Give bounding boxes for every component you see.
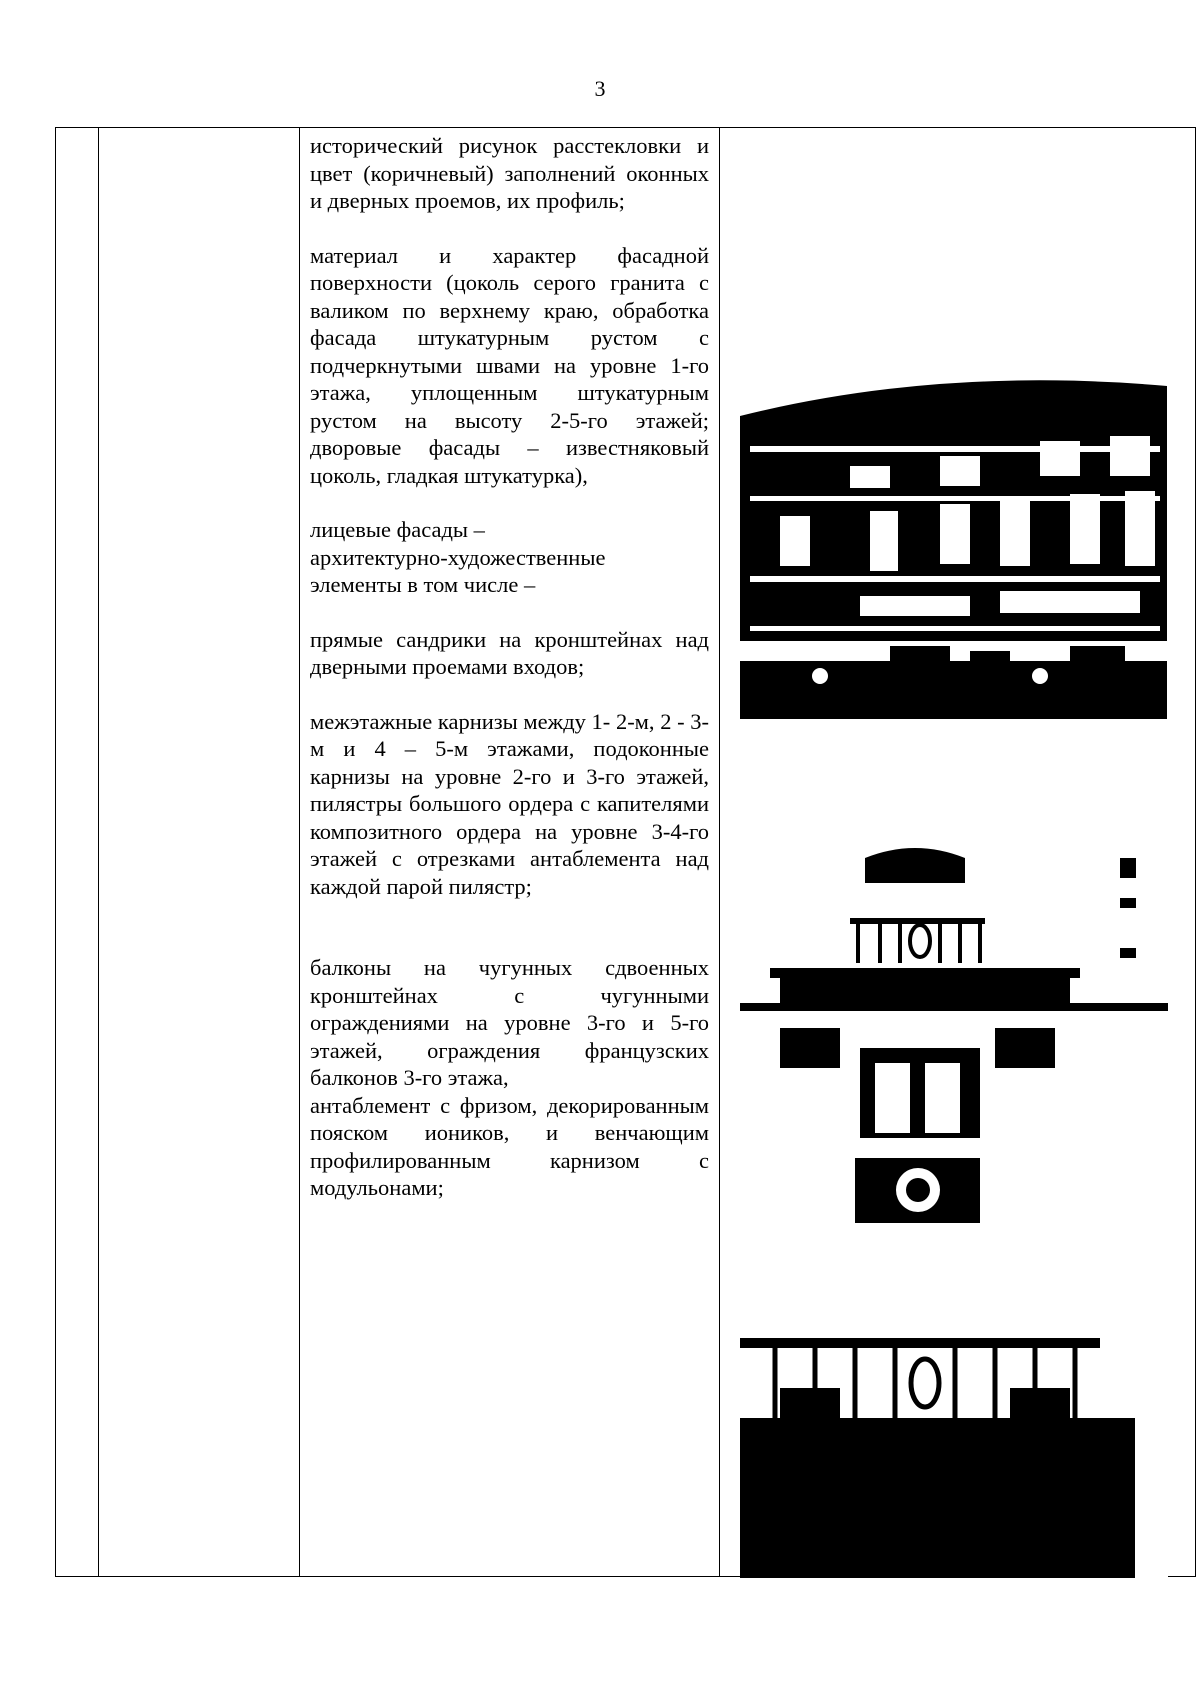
paragraph-balconies: балконы на чугунных сдвоенных кронштейнах с чугунными ограждениями на уровне 3-го и 5-го этажей, ограждения французских балконов 3-го этажа,: [310, 955, 709, 1090]
object-name-cell: [99, 128, 300, 1577]
balcony-detail-photo: [740, 828, 1168, 1578]
photo-cell: [720, 128, 1196, 1577]
subject-description-cell: [300, 128, 720, 1577]
paragraph-entablature: антаблемент с фризом, декорированным пояском иоников, и венчающим профилированным карнизом с модульонами;: [310, 1092, 709, 1200]
paragraph-architectural-elements: архитектурно-художественные: [310, 544, 606, 570]
paragraph-main-facades: лицевые фасады –: [310, 517, 485, 542]
facade-photo: [740, 376, 1167, 719]
number-cell: [56, 128, 99, 1577]
heritage-table: [55, 127, 1196, 1577]
table-row: [56, 128, 1196, 1577]
paragraph-sandriki: прямые сандрики на кронштейнах над дверными проемами входов;: [310, 626, 709, 679]
paragraph-window-fillings: исторический рисунок расстекловки и цвет (коричневый) заполнений оконных и дверных проемов, их профиль;: [310, 133, 709, 213]
paragraph-facade-surface: материал и характер фасадной поверхности (цоколь серого гранита с валиком по верхнему краю, обработка фасада штукатурным рустом с подчеркнутыми швами на уровне 1-го этажа, уплощенным штукатурным рустом на высоту 2-5-го этажей; дворовые фасады – известняковый цоколь, гладкая штукатурка),: [310, 242, 709, 488]
paragraph-cornices: межэтажные карнизы между 1- 2-м, 2 - 3-м и 4 – 5-м этажами, подоконные карнизы на уровне 2-го и 3-го этажей, пилястры большого ордера с капителями композитного ордера на уровне 3-4-го этажей с отрезками антаблемента над каждой парой пилястр;: [310, 708, 709, 899]
paragraph-including: элементы в том числе –: [310, 572, 536, 597]
page-number: 3: [594, 76, 606, 101]
